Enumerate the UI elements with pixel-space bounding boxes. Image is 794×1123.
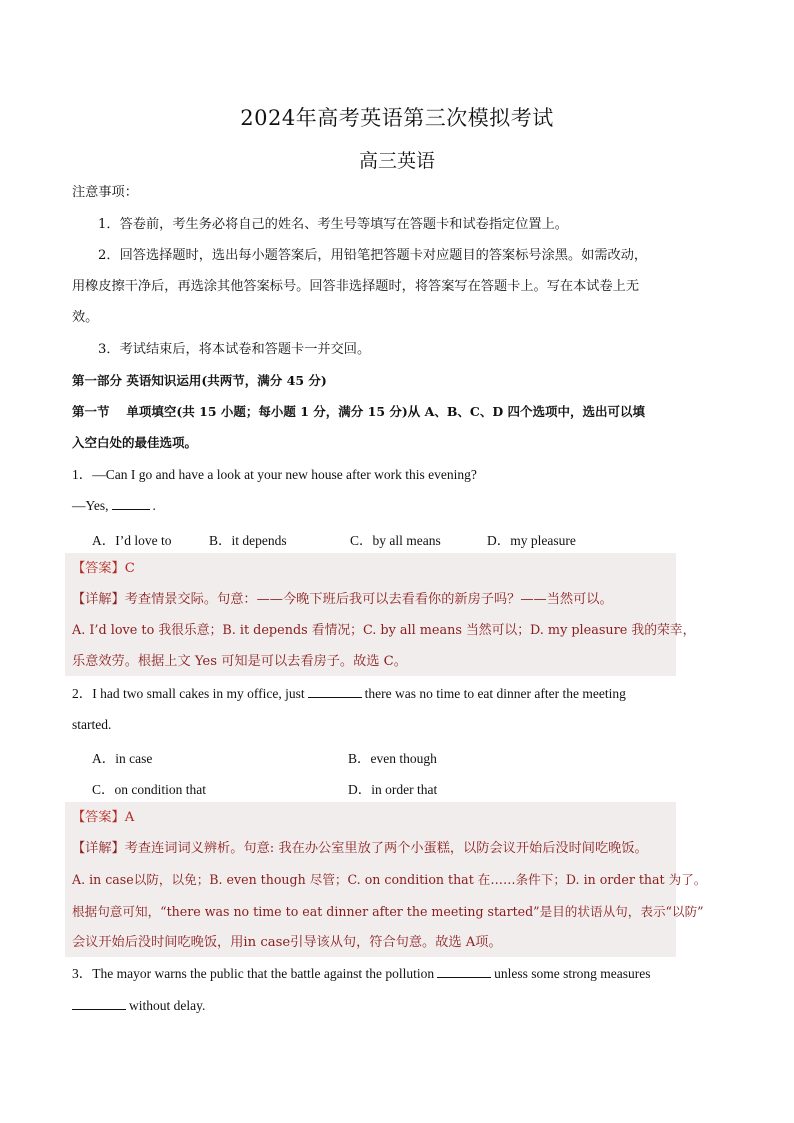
q2-detail-line-1: 【详解】考查连词词义辨析。句意: 我在办公室里放了两个小蛋糕，以防会议开始后没时间吃晚饭。 <box>72 841 648 856</box>
q1-option-b: B．it depends <box>209 533 287 548</box>
q2-stem-line-1 <box>72 685 626 703</box>
q3-blank-2 <box>72 997 126 1010</box>
section1-instruction-line-1: 第一节 单项填空(共 15 小题；每小题 1 分，满分 15 分)从 A、B、C、D 四个选项中，选出可以填 <box>72 404 646 419</box>
notice-item-2-line-2: 用橡皮擦干净后，再选涂其他答案标号。回答非选择题时，将答案写在答题卡上。写在本试卷上无 <box>72 279 640 294</box>
q2-detail-line-2: A. in case以防，以免；B. even though 尽管；C. on condition that 在……条件下；D. in order that 为了。 <box>72 872 707 887</box>
notice-heading: 注意事项： <box>72 185 138 200</box>
q2-answer: 【答案】A <box>72 810 135 825</box>
notice-item-3: 3．考试结束后，将本试卷和答题卡一并交回。 <box>98 342 371 357</box>
notice-item-2-line-1: 2．回答选择题时，选出每小题答案后，用铅笔把答题卡对应题目的答案标号涂黑。如需改动， <box>98 248 648 263</box>
q1-detail-line-2: A. I’d love to 我很乐意；B. it depends 看情况；C. by all means 当然可以；D. my pleasure 我的荣幸， <box>72 623 696 638</box>
q1-option-d: D．my pleasure <box>487 533 576 548</box>
q3-blank-1 <box>437 965 491 978</box>
q1-reply-suffix: . <box>152 498 156 513</box>
q3-stem-line-2 <box>72 997 205 1015</box>
q2-detail-line-3: 根据句意可知，“there was no time to eat dinner after the meeting started”是目的状语从句，表示“以防” <box>72 904 704 919</box>
q2-option-c: C．on condition that <box>92 782 206 797</box>
q1-option-a: A．I’d love to <box>92 533 172 548</box>
q3-stem-line-2-suffix: without delay. <box>129 998 206 1013</box>
q3-stem-line-1 <box>72 965 651 983</box>
q3-stem-suffix: unless some strong measures <box>494 966 651 981</box>
q2-detail-line-4: 会议开始后没时间吃晚饭，用in case引导该从句，符合句意。故选 A项。 <box>72 935 502 950</box>
notice-item-2-line-3: 效。 <box>72 310 99 325</box>
page-title: 2024年高考英语第三次模拟考试 <box>240 106 554 130</box>
q2-option-d: D．in order that <box>348 782 438 797</box>
q2-option-a: A．in case <box>92 751 153 766</box>
q1-reply-prefix: —Yes, <box>72 498 109 513</box>
q2-option-b: B．even though <box>348 751 437 766</box>
q2-stem-suffix: there was no time to eat dinner after the meeting <box>364 686 626 701</box>
q2-blank <box>308 685 362 698</box>
q1-answer: 【答案】C <box>72 561 135 576</box>
q1-blank <box>112 497 150 510</box>
q2-stem-line-2: started. <box>72 717 112 732</box>
q1-detail-line-1: 【详解】考查情景交际。句意：——今晚下班后我可以去看看你的新房子吗？——当然可以。 <box>72 592 613 607</box>
q1-reply <box>72 497 156 515</box>
notice-item-1: 1．答卷前，考生务必将自己的姓名、考生号等填写在答题卡和试卷指定位置上。 <box>98 217 568 232</box>
q1-detail-line-3: 乐意效劳。根据上文 Yes 可知是可以去看房子。故选 C。 <box>72 654 407 669</box>
section1-instruction-line-2: 入空白处的最佳选项。 <box>72 435 198 450</box>
q1-option-c: C．by all means <box>350 533 441 548</box>
page-subtitle: 高三英语 <box>358 150 435 172</box>
q1-stem: 1．—Can I go and have a look at your new house after work this evening? <box>72 467 477 482</box>
part1-heading: 第一部分 英语知识运用(共两节，满分 45 分) <box>72 373 327 388</box>
q3-stem-prefix: 3．The mayor warns the public that the battle against the pollution <box>72 966 435 981</box>
q2-stem-prefix: 2．I had two small cakes in my office, just <box>72 686 305 701</box>
